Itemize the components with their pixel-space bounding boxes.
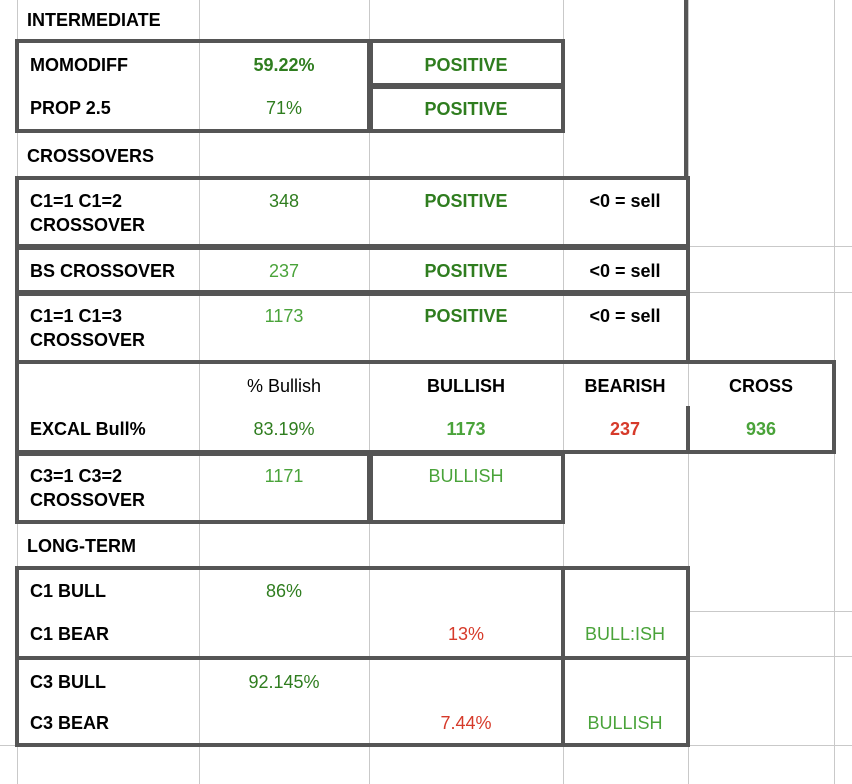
row-signal-momodiff: POSITIVE xyxy=(424,55,508,75)
row-label-c3-bear: C3 BEAR xyxy=(30,713,110,733)
row-value-excal-bearish: 237 xyxy=(609,419,641,439)
row-rule-bs-crossover: <0 = sell xyxy=(589,261,661,281)
grid-row-line xyxy=(688,246,852,247)
row-value-c3: 1171 xyxy=(264,466,304,486)
row-signal-c1-c3: POSITIVE xyxy=(424,306,508,326)
row-signal-c1-c2: POSITIVE xyxy=(424,191,508,211)
c3-crossover-box-right xyxy=(369,452,565,524)
row-signal-c3: BULLISH xyxy=(428,466,504,486)
section-heading-long-term: LONG-TERM xyxy=(27,536,136,556)
row-label-bs-crossover: BS CROSSOVER xyxy=(30,261,176,281)
grid-row-line xyxy=(688,611,852,612)
row-label-c1-c3-line2: CROSSOVER xyxy=(30,330,146,350)
row-label-prop: PROP 2.5 xyxy=(30,98,111,118)
grid-row-line xyxy=(688,656,852,657)
row-label-c1-c2-line2: CROSSOVER xyxy=(30,215,146,235)
header-bearish: BEARISH xyxy=(584,376,666,396)
row-value-c1-c2: 348 xyxy=(268,191,300,211)
header-bullish: BULLISH xyxy=(427,376,505,396)
row-label-c1-bull: C1 BULL xyxy=(30,581,106,601)
row-label-c3-bull: C3 BULL xyxy=(30,672,106,692)
row-signal-prop: POSITIVE xyxy=(424,99,508,119)
section-heading-crossovers: CROSSOVERS xyxy=(27,146,155,166)
row-value-c3-bear: 7.44% xyxy=(440,713,492,733)
row-rule-c1-c2: <0 = sell xyxy=(589,191,661,211)
row-label-c1-bear: C1 BEAR xyxy=(30,624,110,644)
row-value-momodiff: 59.22% xyxy=(253,55,315,75)
row-signal-bs-crossover: POSITIVE xyxy=(424,261,508,281)
row-value-bs-crossover: 237 xyxy=(268,261,300,281)
row-status-c1-bear: BULL:ISH xyxy=(584,624,666,644)
row-value-c1-bear: 13% xyxy=(447,624,485,644)
row-label-momodiff: MOMODIFF xyxy=(30,55,128,75)
row-value-c1-bull: 86% xyxy=(265,581,303,601)
row-value-prop: 71% xyxy=(265,98,303,118)
vertical-divider xyxy=(684,0,688,180)
row-value-excal-bullish: 1173 xyxy=(446,419,486,439)
row-value-excal-pct: 83.19% xyxy=(253,419,315,439)
row-value-excal-cross: 936 xyxy=(745,419,777,439)
row-status-c3-bear: BULLISH xyxy=(587,713,663,733)
row-label-excal: EXCAL Bull% xyxy=(30,419,146,439)
row-label-c1-c2-line1: C1=1 C1=2 xyxy=(30,191,123,211)
row-label-c3-line2: CROSSOVER xyxy=(30,490,146,510)
row-value-c1-c3: 1173 xyxy=(264,306,304,326)
grid-row-line xyxy=(688,292,852,293)
row-label-c1-c3-line1: C1=1 C1=3 xyxy=(30,306,123,326)
section-heading-intermediate: INTERMEDIATE xyxy=(27,10,161,30)
header-pct-bullish: % Bullish xyxy=(246,376,322,396)
row-label-c3-line1: C3=1 C3=2 xyxy=(30,466,123,486)
row-value-c3-bull: 92.145% xyxy=(248,672,320,692)
row-rule-c1-c3: <0 = sell xyxy=(589,306,661,326)
header-cross: CROSS xyxy=(728,376,793,396)
